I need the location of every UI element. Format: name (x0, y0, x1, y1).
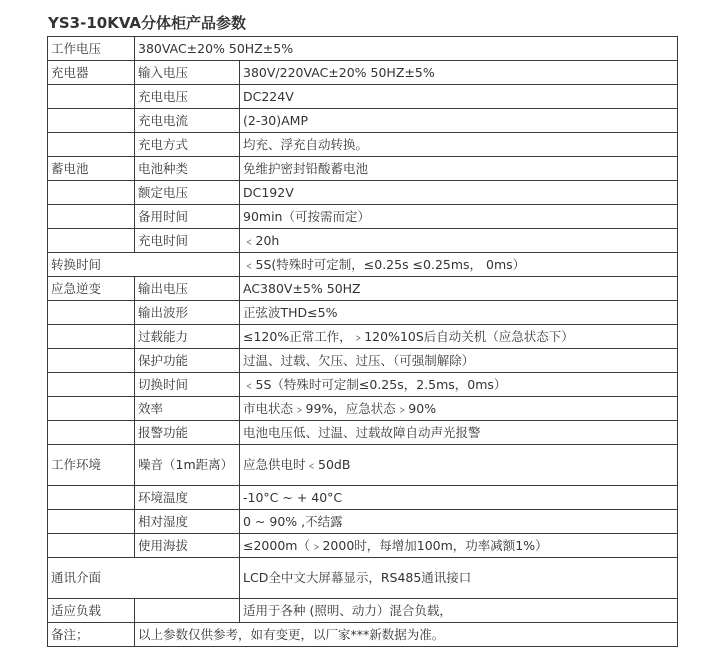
table-row (48, 181, 678, 205)
row-parameter: 充电电压 (135, 85, 240, 109)
table-row (48, 37, 678, 61)
row-value: 电池电压低、过温、过载故障自动声光报警 (240, 421, 678, 445)
row-category-empty (48, 133, 135, 157)
row-category-empty (48, 205, 135, 229)
table-row (48, 510, 678, 534)
table-row (48, 325, 678, 349)
table-row (48, 109, 678, 133)
row-category: 工作环境 (48, 445, 135, 486)
row-category-empty (48, 349, 135, 373)
row-category: 通讯介面 (48, 558, 240, 599)
row-parameter: 效率 (135, 397, 240, 421)
row-parameter: 充电电流 (135, 109, 240, 133)
table-row (48, 558, 678, 599)
row-value: 380V/220VAC±20% 50HZ±5% (240, 61, 678, 85)
row-value: DC192V (240, 181, 678, 205)
row-parameter: 充电时间 (135, 229, 240, 253)
row-parameter: 过载能力 (135, 325, 240, 349)
table-row (48, 599, 678, 623)
row-category: 转换时间 (48, 253, 240, 277)
row-parameter: 保护功能 (135, 349, 240, 373)
row-value: -10°C ~ + 40°C (240, 486, 678, 510)
row-value: 应急供电时﹤50dB (240, 445, 678, 486)
row-value: ﹤20h (240, 229, 678, 253)
row-parameter: 输出电压 (135, 277, 240, 301)
row-value: 正弦波THD≤5% (240, 301, 678, 325)
table-row (48, 623, 678, 647)
row-value: 均充、浮充自动转换。 (240, 133, 678, 157)
row-category: 适应负载 (48, 599, 135, 623)
row-category: 备注； (48, 623, 135, 647)
row-category: 工作电压 (48, 37, 135, 61)
row-category: 充电器 (48, 61, 135, 85)
table-row (48, 301, 678, 325)
row-value: ﹤5S(特殊时可定制，≤0.25s ≤0.25ms， 0ms） (240, 253, 678, 277)
row-value: ﹤5S（特殊时可定制≤0.25s，2.5ms，0ms） (240, 373, 678, 397)
row-category: 蓄电池 (48, 157, 135, 181)
table-row (48, 486, 678, 510)
table-row (48, 349, 678, 373)
table-row (48, 229, 678, 253)
row-category-empty (48, 510, 135, 534)
row-value: 适用于各种 (照明、动力）混合负载， (240, 599, 678, 623)
row-parameter: 报警功能 (135, 421, 240, 445)
row-category-empty (48, 85, 135, 109)
table-row (48, 133, 678, 157)
row-value: 免维护密封铅酸蓄电池 (240, 157, 678, 181)
row-value: (2-30)AMP (240, 109, 678, 133)
row-parameter: 输入电压 (135, 61, 240, 85)
row-value: 以上参数仅供参考，如有变更，以厂家***新数据为准。 (135, 623, 678, 647)
table-row (48, 157, 678, 181)
row-value: 90min（可按需而定） (240, 205, 678, 229)
row-category-empty (48, 421, 135, 445)
row-parameter: 切换时间 (135, 373, 240, 397)
spec-table (47, 36, 678, 647)
table-row (48, 85, 678, 109)
row-parameter: 充电方式 (135, 133, 240, 157)
row-category-empty (48, 229, 135, 253)
row-category-empty (48, 534, 135, 558)
table-row (48, 534, 678, 558)
page-title: YS3-10KVA分体柜产品参数 (48, 14, 247, 32)
row-category-empty (48, 301, 135, 325)
table-row (48, 397, 678, 421)
row-category-empty (48, 486, 135, 510)
row-category-empty (48, 109, 135, 133)
row-value: 380VAC±20% 50HZ±5% (135, 37, 678, 61)
row-parameter: 额定电压 (135, 181, 240, 205)
table-row (48, 373, 678, 397)
row-parameter-empty (135, 599, 240, 623)
row-category-empty (48, 373, 135, 397)
row-value: ≤120%正常工作，﹥120%10S后自动关机（应急状态下） (240, 325, 678, 349)
row-category-empty (48, 397, 135, 421)
row-category-empty (48, 181, 135, 205)
row-value: DC224V (240, 85, 678, 109)
row-parameter: 输出波形 (135, 301, 240, 325)
row-value: AC380V±5% 50HZ (240, 277, 678, 301)
table-row (48, 205, 678, 229)
row-value: 过温、过载、欠压、过压、（可强制解除） (240, 349, 678, 373)
row-parameter: 环境温度 (135, 486, 240, 510)
row-parameter: 噪音（1m距离） (135, 445, 240, 486)
row-category: 应急逆变 (48, 277, 135, 301)
row-parameter: 备用时间 (135, 205, 240, 229)
table-row (48, 253, 678, 277)
row-category-empty (48, 325, 135, 349)
table-row (48, 421, 678, 445)
row-parameter: 使用海拔 (135, 534, 240, 558)
table-row (48, 445, 678, 486)
row-value: ≤2000m（﹥2000时，每增加100m，功率减额1%） (240, 534, 678, 558)
table-row (48, 277, 678, 301)
row-value: LCD全中文大屏幕显示，RS485通讯接口 (240, 558, 678, 599)
table-row (48, 61, 678, 85)
row-value: 市电状态﹥99%，应急状态﹥90% (240, 397, 678, 421)
row-value: 0 ~ 90% ,不结露 (240, 510, 678, 534)
row-parameter: 电池种类 (135, 157, 240, 181)
row-parameter: 相对湿度 (135, 510, 240, 534)
